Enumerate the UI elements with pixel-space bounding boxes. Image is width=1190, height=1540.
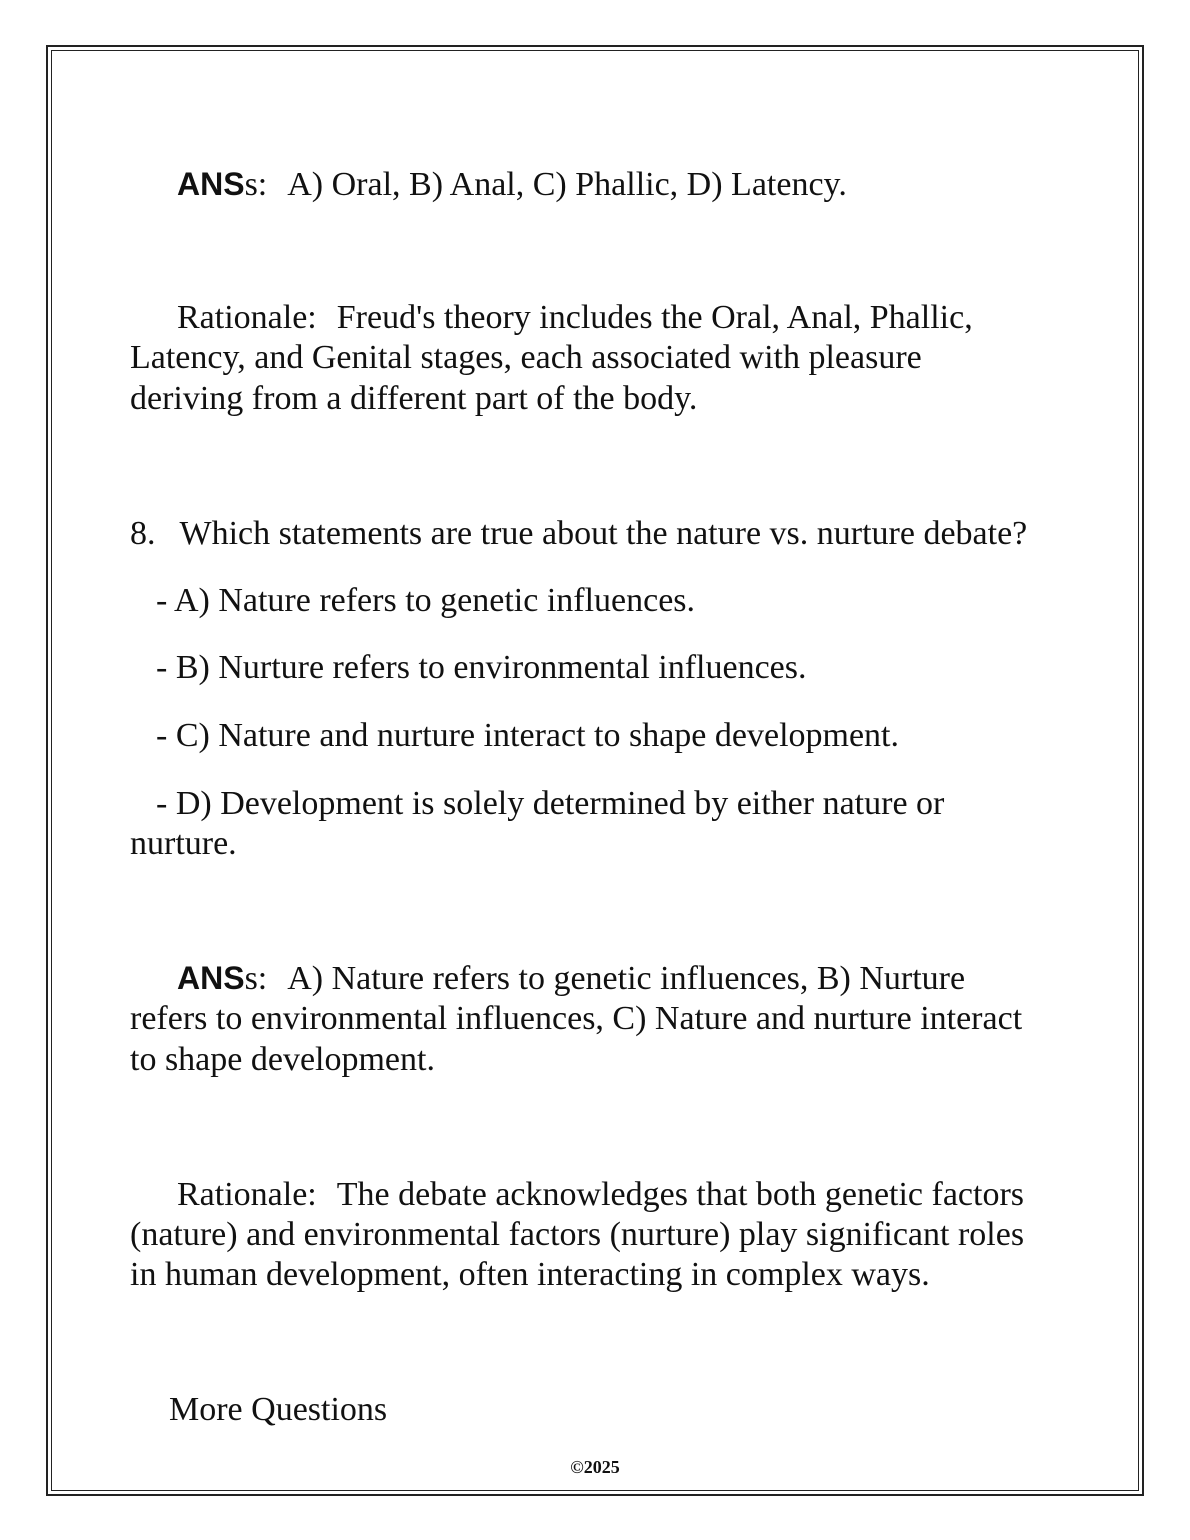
more-questions-link[interactable]: More Questions <box>169 1391 388 1428</box>
question-8 <box>130 514 1027 554</box>
answer-line-1 <box>177 164 847 205</box>
answer-text: A) Nature refers to genetic influences, B) Nurture <box>287 960 966 997</box>
option-d-continuation: nurture. <box>130 825 237 862</box>
rationale-2-line-3: in human development, often interacting in complex ways. <box>130 1256 930 1293</box>
rationale-text: The debate acknowledges that both genetic factors <box>336 1176 1025 1213</box>
ans-label: ANS <box>177 960 245 996</box>
rationale-1-line-1 <box>177 298 973 338</box>
question-number: 8. <box>130 515 156 552</box>
rationale-text: Freud's theory includes the Oral, Anal, Phallic, <box>336 299 973 336</box>
copyright-footer: ©2025 <box>570 1457 620 1477</box>
answer-2-line-3: to shape development. <box>130 1041 435 1078</box>
option-c: - C) Nature and nurture interact to shape development. <box>156 717 900 754</box>
rationale-label: Rationale: <box>177 299 317 336</box>
ans-label: ANS <box>177 166 245 202</box>
ans-label-suffix: s: <box>244 960 268 997</box>
rationale-2-line-2: (nature) and environmental factors (nurture) play significant roles <box>130 1216 1025 1253</box>
rationale-1-line-3: deriving from a different part of the body. <box>130 380 698 417</box>
answer-2-line-2: refers to environmental influences, C) Nature and nurture interact <box>130 1000 1023 1037</box>
option-d: - D) Development is solely determined by either nature or <box>156 785 945 822</box>
rationale-1-line-2: Latency, and Genital stages, each associated with pleasure <box>130 339 922 376</box>
answer-text: A) Oral, B) Anal, C) Phallic, D) Latency. <box>287 166 847 203</box>
rationale-label: Rationale: <box>177 1176 317 1213</box>
question-text: Which statements are true about the nature vs. nurture debate? <box>179 515 1028 552</box>
option-a: - A) Nature refers to genetic influences. <box>156 582 696 619</box>
answer-2-line-1 <box>177 958 965 999</box>
option-b: - B) Nurture refers to environmental influences. <box>156 649 807 686</box>
rationale-2-line-1 <box>177 1175 1024 1215</box>
ans-label-suffix: s: <box>244 166 268 203</box>
